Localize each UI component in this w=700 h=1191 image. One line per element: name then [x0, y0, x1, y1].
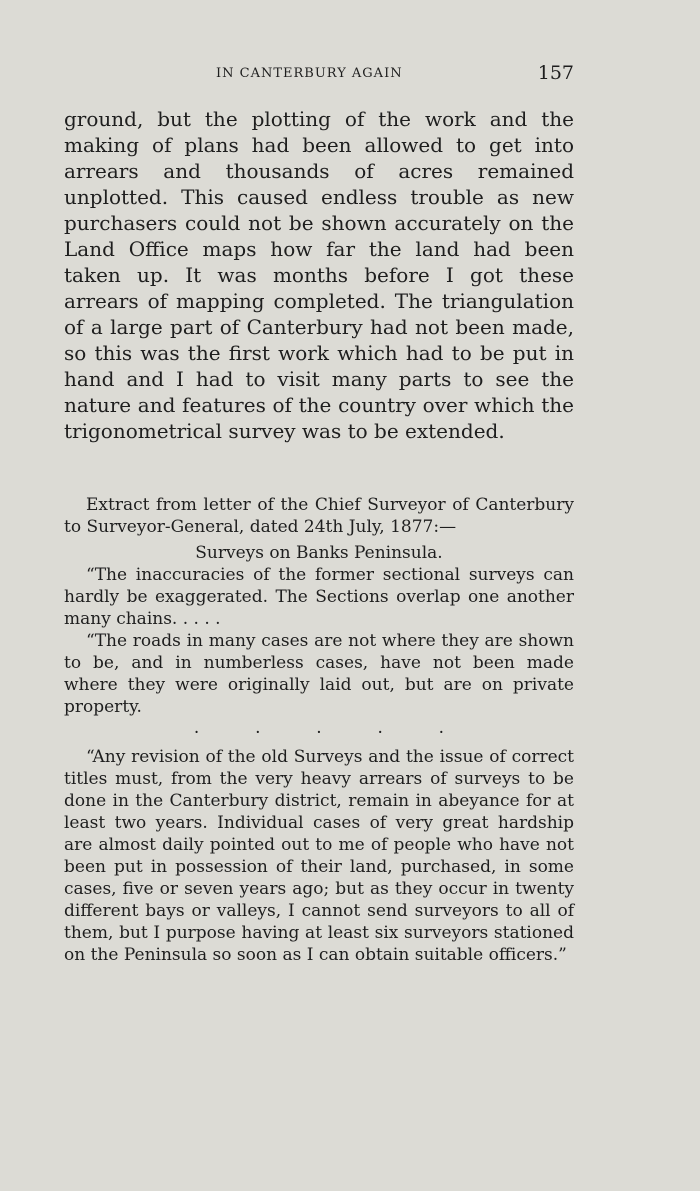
extract-intro: Extract from letter of the Chief Surveyor of Canterbury to Surveyor-General, dated 24th July, 1877:—	[64, 495, 574, 537]
page-header	[64, 62, 574, 88]
extract-heading: Surveys on Banks Peninsula.	[195, 543, 443, 563]
ellipsis-dot: ·	[316, 723, 322, 743]
extract-quote-2: “The roads in many cases are not where they are shown to be, and in numberless cases, have not been made where they were originally laid out, but are on private property.	[64, 631, 574, 717]
extract-quote-1: “The inaccuracies of the former sectional surveys can hardly be exaggerated. The Sections overlap one another many chains. . . . .	[64, 565, 574, 629]
running-title: IN CANTERBURY AGAIN	[216, 66, 403, 81]
ellipsis-dot: ·	[438, 723, 445, 743]
ellipsis-dots	[166, 722, 472, 744]
page-number: 157	[537, 62, 574, 84]
ellipsis-dot: ·	[255, 723, 261, 743]
extract-quote-3: “Any revision of the old Surveys and the issue of correct titles must, from the very heavy arrears of surveys to be done in the Canterbury district, remain in abeyance for at least two years. Individual cases of very great hardship are almost daily pointed out to me of people who have not been put in possession of their land, purchased, in some cases, five or seven years ago; but as they occur in twenty different bays or valleys, I cannot send surveyors to all of them, but I purpose having at least six surveyors stationed on the Peninsula so soon as I can obtain suitable officers.”	[64, 747, 574, 965]
ellipsis-dot: ·	[193, 723, 200, 743]
ellipsis-dot: ·	[377, 723, 383, 743]
letter-extract	[64, 494, 574, 966]
body-paragraph: ground, but the plotting of the work and the making of plans had been allowed to get into arrears and thousands of acres remained unplotted. This caused endless trouble as new purchasers could not be shown accurately on the Land Office maps how far the land had been taken up. It was months before I got these arrears of mapping completed. The triangulation of a large part of Canterbury had not been made, so this was the first work which had to be put in hand and I had to visit many parts to see the nature and features of the country over which the trigonometrical survey was to be extended.	[64, 107, 574, 443]
